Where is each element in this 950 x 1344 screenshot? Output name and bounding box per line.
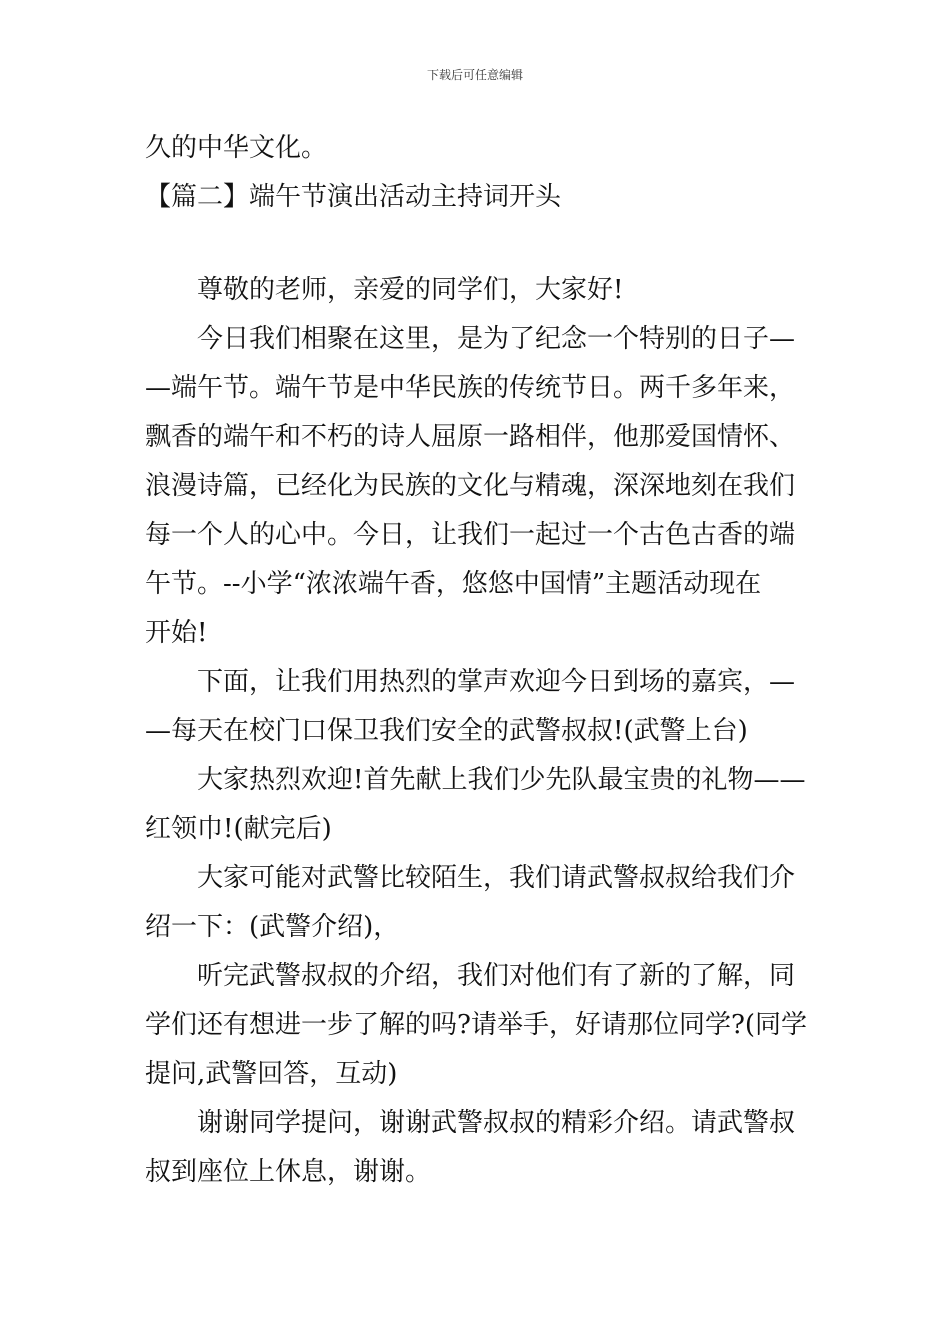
paragraph-line: —端午节。端午节是中华民族的传统节日。两千多年来， <box>145 373 796 403</box>
paragraph-1-cont <box>145 364 810 658</box>
paragraph-6 <box>145 1099 810 1148</box>
paragraph-line: 飘香的端午和不朽的诗人屈原一路相伴，他那爱国情怀、 <box>145 422 796 452</box>
paragraph-line: 提问,武警回答，互动) <box>145 1059 398 1089</box>
paragraph-line: 红领巾!(献完后) <box>145 814 332 844</box>
paragraph-2-cont <box>145 707 810 756</box>
paragraph-line: 开始! <box>145 618 208 648</box>
paragraph-line: 听完武警叔叔的介绍，我们对他们有了新的了解，同 <box>197 961 796 991</box>
paragraph-3 <box>145 756 810 805</box>
paragraph-line: —每天在校门口保卫我们安全的武警叔叔!(武警上台) <box>145 716 748 746</box>
paragraph-line: 谢谢同学提问，谢谢武警叔叔的精彩介绍。请武警叔 <box>197 1108 796 1138</box>
continuation-line: 久的中华文化。 <box>145 133 328 163</box>
paragraph-line: 大家可能对武警比较陌生，我们请武警叔叔给我们介 <box>197 863 796 893</box>
paragraph-line: 今日我们相聚在这里，是为了纪念一个特别的日子— <box>197 324 796 354</box>
section-heading: 【篇二】端午节演出活动主持词开头 <box>145 182 562 212</box>
paragraph-5 <box>145 952 810 1001</box>
paragraph-1 <box>145 315 810 364</box>
paragraph-line: 绍一下：(武警介绍)， <box>145 912 400 942</box>
page-header: 下载后可任意编辑 <box>426 68 523 82</box>
blank-gap <box>145 222 810 266</box>
paragraph-5-cont <box>145 1001 810 1099</box>
paragraph-4-cont <box>145 903 810 952</box>
paragraph-3-cont <box>145 805 810 854</box>
document-body <box>145 124 810 1197</box>
paragraph-line: 学们还有想进一步了解的吗?请举手，好请那位同学?(同学 <box>145 1010 808 1040</box>
paragraph-2 <box>145 658 810 707</box>
paragraph-line: 每一个人的心中。今日，让我们一起过一个古色古香的端 <box>145 520 796 550</box>
paragraph-line: 大家热烈欢迎!首先献上我们少先队最宝贵的礼物—— <box>197 765 806 795</box>
paragraph-line: 浪漫诗篇，已经化为民族的文化与精魂，深深地刻在我们 <box>145 471 796 501</box>
greeting-paragraph: 尊敬的老师，亲爱的同学们，大家好! <box>197 275 624 305</box>
paragraph-line: 叔到座位上休息，谢谢。 <box>145 1157 432 1187</box>
paragraph-6-cont <box>145 1148 810 1197</box>
paragraph-line: 下面，让我们用热烈的掌声欢迎今日到场的嘉宾，— <box>197 667 796 697</box>
paragraph-4 <box>145 854 810 903</box>
paragraph-line: 午节。--小学“浓浓端午香，悠悠中国情”主题活动现在 <box>145 569 762 599</box>
